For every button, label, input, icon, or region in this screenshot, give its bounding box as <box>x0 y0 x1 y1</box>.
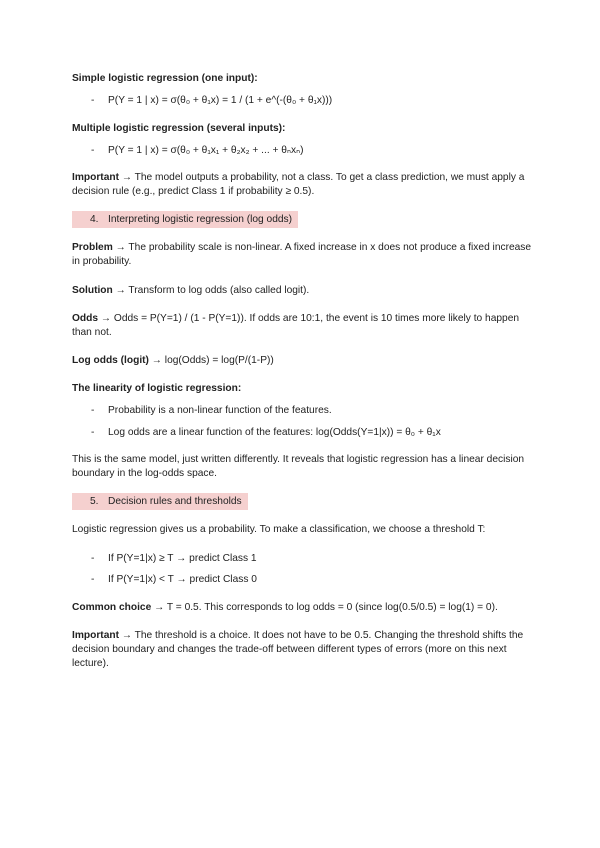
problem-label: Problem <box>72 242 113 253</box>
same-model-paragraph: This is the same model, just written differently. It reveals that logistic regression has a linear decision boundary in the log-odds space. <box>72 454 525 479</box>
important-label: Important <box>72 172 119 183</box>
logodds-label: Log odds (logit) <box>72 355 149 366</box>
threshold-intro: Logistic regression gives us a probability. To make a classification, we choose a threshold T: <box>72 524 486 535</box>
common-choice-paragraph <box>72 601 542 615</box>
odds-paragraph <box>72 312 532 340</box>
important-text: → The threshold is a choice. It does not have to be 0.5. Changing the threshold shifts the decision boundary and changes the trade-off between different types of errors (more on this next lecture). <box>72 630 524 669</box>
important-text: → The model outputs a probability, not a class. To get a class prediction, we must apply a decision rule (e.g., predict Class 1 if probability ≥ 0.5). <box>72 172 525 197</box>
formula-text: P(Y = 1 | x) = σ(θ₀ + θ₁x) = 1 / (1 + e^(-(θ₀ + θ₁x))) <box>108 95 333 106</box>
section-title: Interpreting logistic regression (log odds) <box>108 214 293 225</box>
bullet-text: Probability is a non-linear function of the features. <box>108 405 332 416</box>
solution-label: Solution <box>72 285 113 296</box>
linearity-heading: The linearity of logistic regression: <box>72 383 242 394</box>
bullet-dash: - <box>91 145 95 156</box>
bullet-dash: - <box>91 405 95 416</box>
section-number: 5. <box>90 496 99 507</box>
simple-regression-heading: Simple logistic regression (one input): <box>72 73 258 84</box>
formula-text: P(Y = 1 | x) = σ(θ₀ + θ₁x₁ + θ₂x₂ + ... + θₙxₙ) <box>108 145 304 156</box>
bullet-text: Log odds are a linear function of the features: log(Odds(Y=1|x)) = θ₀ + θ₁x <box>108 427 441 438</box>
odds-label: Odds <box>72 313 99 324</box>
important-note-1 <box>72 171 532 199</box>
common-choice-text: → T = 0.5. This corresponds to log odds = 0 (since log(0.5/0.5) = log(1) = 0). <box>151 602 498 613</box>
bullet-text: If P(Y=1|x) ≥ T → predict Class 1 <box>108 553 257 564</box>
logodds-paragraph <box>72 354 532 368</box>
bullet-dash: - <box>91 427 95 438</box>
multiple-regression-heading: Multiple logistic regression (several inputs): <box>72 123 286 134</box>
bullet-text: If P(Y=1|x) < T → predict Class 0 <box>108 574 257 585</box>
problem-text: → The probability scale is non-linear. A fixed increase in x does not produce a fixed increase in probability. <box>72 242 532 267</box>
logodds-text: → log(Odds) = log(P/(1-P)) <box>148 355 274 366</box>
common-choice-label: Common choice <box>72 602 152 613</box>
section-4-heading <box>72 211 298 228</box>
problem-paragraph <box>72 241 532 269</box>
bullet-dash: - <box>91 95 95 106</box>
bullet-dash: - <box>91 574 95 585</box>
important-note-2 <box>72 629 532 671</box>
important-label: Important <box>72 630 119 641</box>
odds-text: → Odds = P(Y=1) / (1 - P(Y=1)). If odds are 10:1, the event is 10 times more likely to happen than not. <box>72 313 520 338</box>
section-5-heading <box>72 493 248 510</box>
section-title: Decision rules and thresholds <box>108 496 242 507</box>
solution-text: → Transform to log odds (also called logit). <box>112 285 310 296</box>
section-number: 4. <box>90 214 99 225</box>
bullet-dash: - <box>91 553 95 564</box>
solution-paragraph <box>72 284 532 298</box>
